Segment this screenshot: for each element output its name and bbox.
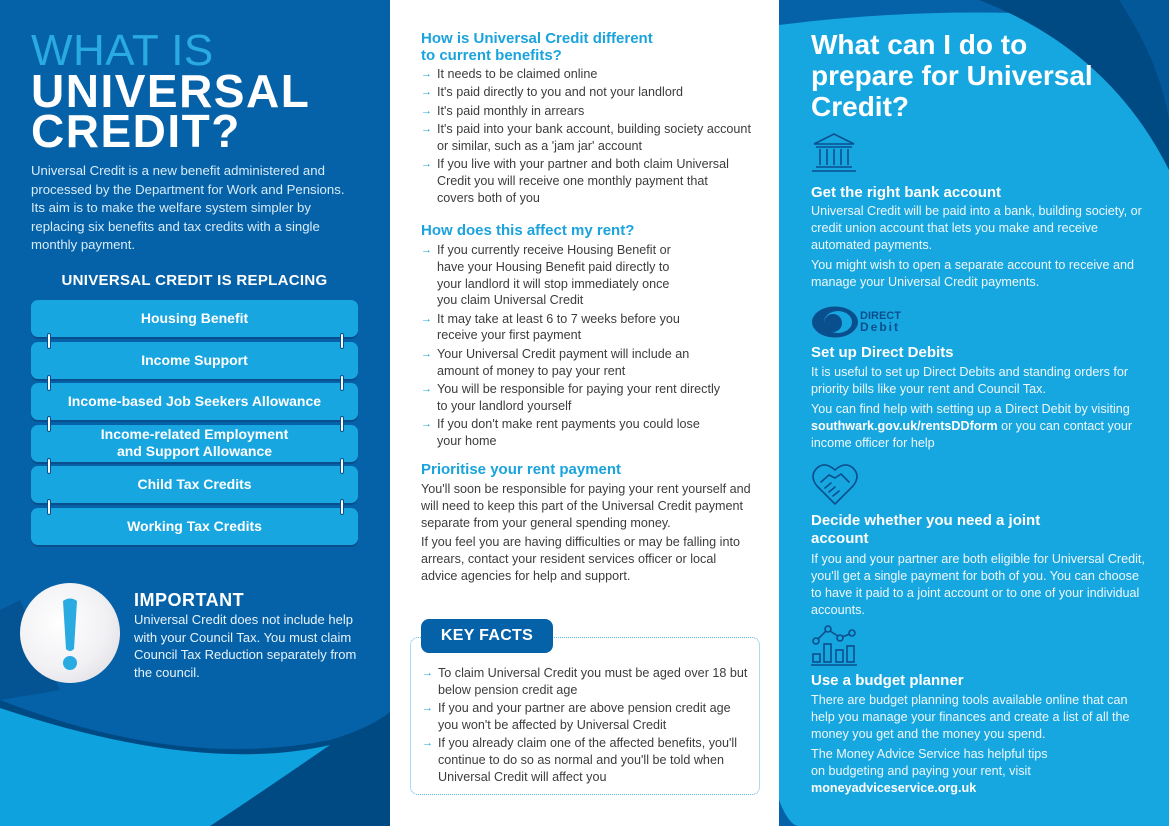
replacing-heading: UNIVERSAL CREDIT IS REPLACING — [61, 272, 328, 289]
important-text: Universal Credit does not include help with your Council Tax. You must claim Council Tax Reduction separately from the council. — [134, 612, 357, 680]
bullet-item — [422, 665, 752, 699]
bullet-text: You will be responsible for paying your rent directly to your landlord yourself — [437, 381, 721, 413]
logo-line: Debit — [860, 320, 900, 334]
handshake-heart-icon — [811, 462, 859, 506]
paragraph — [811, 401, 1151, 452]
ring-binder-icon — [340, 333, 344, 349]
bullet-item — [421, 346, 721, 380]
middle-panel — [390, 0, 779, 826]
section-heading: How is Universal Credit different to current benefits? — [421, 30, 653, 64]
paragraph: You'll soon be responsible for paying your rent yourself and will need to keep this part of the Universal Credit payment separate from your general spending money. — [421, 482, 751, 530]
paragraph: If you feel you are having difficulties or may be falling into arrears, contact your resident services officer or local advice agencies for help and support. — [421, 535, 740, 583]
paragraph: Universal Credit will be paid into a bank, building society, or credit union account that lets you make and receive automated payments. — [811, 204, 1142, 252]
paragraph: There are budget planning tools available online that can help you manage your finances and create a list of all the money you get and the money you spend. — [811, 693, 1130, 741]
arrow-right-icon: → — [421, 244, 432, 256]
bullet-text: It's paid into your bank account, building society account or similar, such as a 'jam jar' account — [437, 121, 751, 153]
bullet-item — [421, 311, 721, 345]
arrow-right-icon: → — [421, 104, 432, 117]
direct-debit-icon — [811, 306, 859, 338]
arrow-right-icon: → — [422, 702, 433, 715]
ring-binder-icon — [340, 499, 344, 515]
important-heading: IMPORTANT — [134, 590, 245, 610]
ring-binder-icon — [47, 375, 51, 391]
replacing-item — [31, 466, 358, 503]
title-what-is: WHAT IS — [31, 26, 214, 75]
direct-debit-heading: Set up Direct Debits — [811, 344, 954, 361]
paragraph: You might wish to open a separate account to receive and manage your Universal Credit payments. — [811, 258, 1134, 289]
key-facts-list — [422, 665, 752, 787]
ring-binder-icon — [340, 375, 344, 391]
bullet-text: It needs to be claimed online — [437, 67, 598, 81]
bullet-item — [421, 416, 721, 450]
bullet-item — [421, 121, 756, 155]
arrow-right-icon: → — [421, 347, 432, 360]
bullet-text: If you live with your partner and both claim Universal Credit you will receive one monthly payment that covers both of you — [437, 156, 729, 205]
title-universal-credit — [31, 65, 311, 157]
bank-icon — [811, 132, 857, 174]
ring-binder-icon — [47, 416, 51, 432]
section-heading: Prioritise your rent payment — [421, 461, 622, 478]
bank-heading: Get the right bank account — [811, 184, 1002, 201]
direct-debit-wordmark — [860, 311, 901, 333]
paragraph: It is useful to set up Direct Debits and standing orders for priority bills like your rent and Council Tax. — [811, 365, 1129, 396]
direct-debit-text — [811, 364, 1151, 455]
bullet-item — [421, 103, 756, 120]
replacing-item-label: Child Tax Credits — [137, 476, 252, 492]
replacing-item-label: Income-related Employment and Support Allowance — [100, 426, 289, 459]
text: The Money Advice Service has helpful tips on budgeting and paying your rent, visit — [811, 747, 1048, 778]
budget-heading: Use a budget planner — [811, 672, 964, 689]
exclamation-icon — [20, 583, 120, 683]
arrow-right-icon: → — [421, 122, 432, 135]
replacing-item — [31, 300, 358, 337]
bullet-text: If you already claim one of the affected benefits, you'll continue to do so as normal and you'll be told when Universal Credit will affect you — [438, 736, 738, 784]
bullet-item — [422, 735, 752, 785]
bullet-text: If you and your partner are above pension credit age you won't be affected by Universal Credit — [438, 701, 731, 732]
bullet-text: Your Universal Credit payment will include an amount of money to pay your rent — [437, 346, 690, 378]
title-line-credit: CREDIT? — [31, 105, 241, 157]
key-facts-title: KEY FACTS — [421, 619, 553, 653]
ring-binder-icon — [340, 458, 344, 474]
ring-binder-icon — [47, 333, 51, 349]
bullet-text: It's paid directly to you and not your landlord — [437, 85, 684, 100]
bullet-text: It's paid monthly in arrears — [437, 103, 585, 118]
arrow-right-icon: → — [421, 382, 432, 395]
bullet-text: To claim Universal Credit you must be aged over 18 but below pension credit age — [438, 666, 748, 697]
intro-text: Universal Credit is a new benefit administered and processed by the Department for Work and Pensions. Its aim is to make the welfare system simpler by replacing six benefits and tax credits with a single monthly payment. — [31, 163, 345, 252]
section-differences — [421, 30, 756, 208]
section-rent — [421, 222, 756, 451]
bullet-item — [421, 66, 756, 83]
bullet-item — [421, 381, 721, 415]
bullet-list — [421, 242, 721, 450]
left-panel — [0, 0, 390, 826]
logo-line: DIRECT — [860, 310, 901, 322]
bullet-text: If you currently receive Housing Benefit or have your Housing Benefit paid directly to your landlord it will stop immediately once you claim Universal Credit — [437, 243, 671, 308]
arrow-right-icon: → — [421, 157, 432, 170]
joint-account-text — [811, 551, 1151, 622]
paragraph — [811, 746, 1056, 797]
arrow-right-icon: → — [422, 737, 433, 750]
arrow-right-icon: → — [421, 312, 432, 325]
bullet-text: If you don't make rent payments you could lose your home — [437, 416, 700, 448]
ring-binder-icon — [47, 458, 51, 474]
arrow-right-icon: → — [421, 86, 432, 99]
bullet-item — [421, 242, 721, 309]
text: You can find help with setting up a Direct Debit by visiting — [811, 402, 1130, 416]
bullet-item — [421, 156, 756, 206]
bullet-item — [421, 84, 756, 101]
replacing-item — [31, 425, 358, 462]
bullet-item — [422, 700, 752, 734]
rentsddform-link[interactable]: southwark.gov.uk/rentsDDform — [811, 419, 998, 433]
replacing-list — [31, 300, 358, 549]
direct-debit-logo — [811, 306, 901, 338]
paragraph: If you and your partner are both eligible for Universal Credit, you'll get a single payment for both of you. You can choose to have it paid to a joint account or to one of your individual accounts. — [811, 552, 1145, 617]
moneyadviceservice-link[interactable]: moneyadviceservice.org.uk — [811, 781, 977, 795]
replacing-item — [31, 383, 358, 420]
ring-binder-icon — [340, 416, 344, 432]
replacing-item — [31, 342, 358, 379]
prepare-title: What can I do to prepare for Universal Credit? — [811, 29, 1093, 122]
bank-text — [811, 203, 1151, 294]
bullet-list — [421, 66, 756, 206]
replacing-item-label: Housing Benefit — [140, 310, 249, 326]
section-prioritise — [421, 461, 756, 588]
section-heading: How does this affect my rent? — [421, 222, 635, 239]
title-line-universal: UNIVERSAL — [31, 65, 311, 117]
budget-text — [811, 692, 1151, 800]
arrow-right-icon: → — [422, 667, 433, 679]
right-panel — [779, 0, 1169, 826]
replacing-item-label: Income Support — [141, 351, 248, 368]
bar-chart-icon — [811, 624, 857, 666]
bullet-text: It may take at least 6 to 7 weeks before you receive your first payment — [437, 311, 680, 343]
replacing-item — [31, 508, 358, 545]
arrow-right-icon: → — [421, 417, 432, 430]
joint-account-heading: Decide whether you need a joint account — [811, 512, 1041, 547]
text: or you can contact your income officer for help — [811, 419, 1133, 450]
ring-binder-icon — [47, 499, 51, 515]
replacing-item-label: Income-based Job Seekers Allowance — [67, 393, 322, 409]
arrow-right-icon: → — [421, 68, 432, 80]
replacing-item-label: Working Tax Credits — [127, 517, 262, 534]
